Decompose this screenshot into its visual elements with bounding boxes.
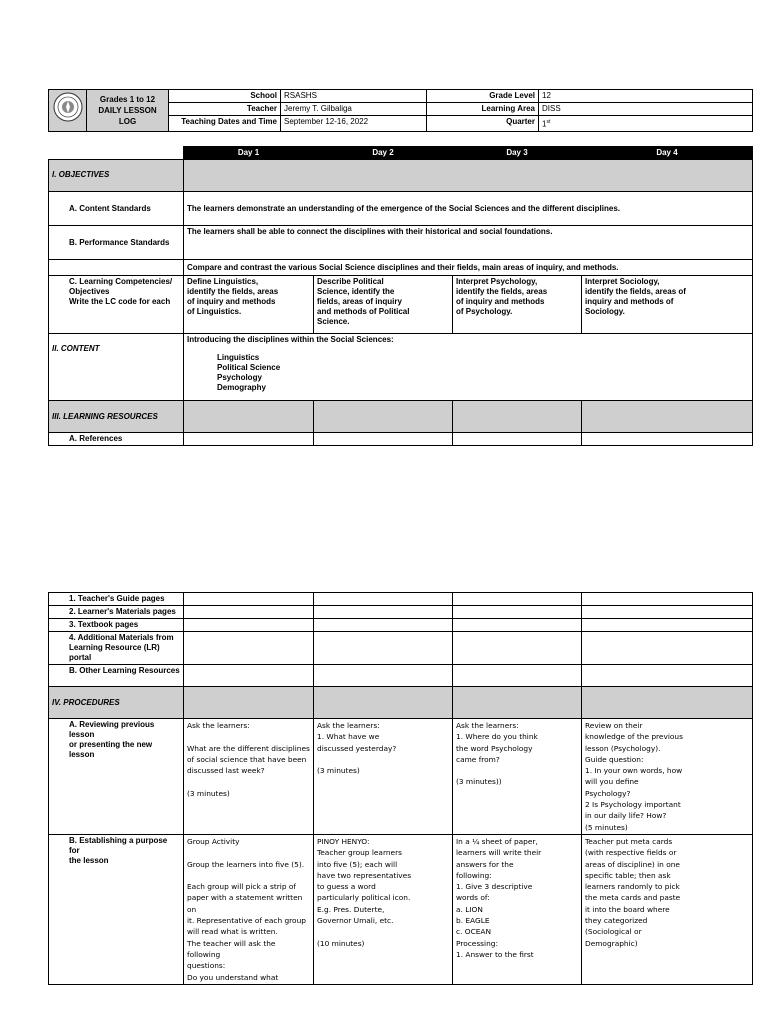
other-resources-label: B. Other Learning Resources [49,665,184,687]
teacher-label: Teacher [169,103,281,116]
references-day-1 [184,433,314,446]
school-value: RSASHS [281,90,427,103]
resources-day-1 [184,401,314,433]
learners-materials-label: 2. Learner's Materials pages [49,606,184,619]
dll-title-line-2: DAILY LESSON [98,105,157,115]
deped-seal-icon [53,92,83,122]
lesson-table-page2 [48,592,753,985]
content-intro: Introducing the disciplines within the Social Sciences: [187,335,394,344]
grade-level-label: Grade Level [427,90,539,103]
lesson-table-page1 [48,146,753,446]
day-2-header: Day 2 [314,147,453,160]
competency-day-4: Interpret Sociology, identify the fields, areas of inquiry and methods of Sociology. [582,276,753,334]
day-4-header: Day 4 [582,147,753,160]
resources-day-3 [453,401,582,433]
objectives-row-fill [184,160,753,192]
purpose-day-3: In a ¼ sheet of paper, learners will write their answers for the following: 1. Give 3 descriptive words of: a. LION b. EAGLE c. OCEAN Processing: 1. Answer to the first [453,834,582,984]
discipline-item: Linguistics [217,353,260,362]
header-table [48,89,753,132]
reviewing-day-1: Ask the learners: What are the different disciplines of social science that have been discussed last week? (3 minutes) [184,719,314,835]
teachers-guide-label: 1. Teacher's Guide pages [49,593,184,606]
discipline-item: Political Science [217,363,281,372]
objectives-heading: I. OBJECTIVES [49,160,184,192]
quarter-label: Quarter [427,116,539,132]
school-label: School [169,90,281,103]
purpose-day-1: Group Activity Group the learners into five (5). Each group will pick a strip of paper with a statement written on it. Representative of each group will read what is written. The teacher will ask the following questions: Do you understand what [184,834,314,984]
discipline-item: Demography [217,383,266,392]
competency-day-1: Define Linguistics, identify the fields, areas of inquiry and methods of Linguistics. [184,276,314,334]
textbook-label: 3. Textbook pages [49,619,184,632]
reviewing-day-4: Review on their knowledge of the previous lesson (Psychology). Guide question: 1. In your own words, how will you define Psychology? 2 Is Psychology important in our daily life? How? (5 minutes) [582,719,753,835]
dll-title-line-1: Grades 1 to 12 [99,94,156,104]
resources-heading: III. LEARNING RESOURCES [49,401,184,433]
dll-title-line-3: LOG [118,116,137,126]
learning-area-value: DISS [539,103,753,116]
content-cell [184,334,753,401]
dll-title [87,90,169,132]
quarter-value [539,116,753,132]
references-day-3 [453,433,582,446]
teacher-value: Jeremy T. Gilbaliga [281,103,427,116]
purpose-day-2: PINOY HENYO: Teacher group learners into five (5); each will have two representatives to guess a word particularly political icon. E.g. Pres. Duterte, Governor Umali, etc. (10 minutes) [314,834,453,984]
dates-label: Teaching Dates and Time [169,116,281,132]
grade-level-value: 12 [539,90,753,103]
reviewing-day-2: Ask the learners: 1. What have we discussed yesterday? (3 minutes) [314,719,453,835]
resources-day-4 [582,401,753,433]
discipline-item: Psychology [217,373,262,382]
day-3-header: Day 3 [453,147,582,160]
deped-seal-cell [49,90,87,132]
dates-value: September 12-16, 2022 [281,116,427,132]
compare-text: Compare and contrast the various Social Science disciplines and their fields, main areas of inquiry, and methods. [184,260,753,276]
quarter-suffix: st [546,119,551,125]
additional-materials-label: 4. Additional Materials from Learning Resource (LR) portal [49,632,184,665]
reviewing-day-3: Ask the learners: 1. Where do you think the word Psychology came from? (3 minutes)) [453,719,582,835]
day-1-header: Day 1 [184,147,314,160]
purpose-label: B. Establishing a purpose for the lesson [49,834,184,984]
reviewing-label: A. Reviewing previous lesson or presenting the new lesson [49,719,184,835]
competency-day-2: Describe Political Science, identify the fields, areas of inquiry and methods of Political Science. [314,276,453,334]
references-day-2 [314,433,453,446]
references-day-4 [582,433,753,446]
purpose-day-4: Teacher put meta cards (with respective fields or areas of discipline) in one specific table; then ask learners randomly to pick the meta cards and paste it into the board where they categorized (Sociological or Demographic) [582,834,753,984]
procedures-heading: IV. PROCEDURES [49,687,184,719]
references-label: A. References [49,433,184,446]
content-heading: II. CONTENT [49,334,184,401]
competency-day-3: Interpret Psychology, identify the fields, areas of inquiry and methods of Psychology. [453,276,582,334]
competencies-label: C. Learning Competencies/ Objectives Write the LC code for each [49,276,184,334]
resources-day-2 [314,401,453,433]
quarter-number: 1 [542,119,547,129]
content-standards-label: A. Content Standards [49,192,184,226]
learning-area-label: Learning Area [427,103,539,116]
performance-standards-label: B. Performance Standards [49,226,184,260]
content-standards-text: The learners demonstrate an understanding of the emergence of the Social Sciences and the different disciplines. [184,192,753,226]
compare-label-empty [49,260,184,276]
performance-standards-text: The learners shall be able to connect the disciplines with their historical and social foundations. [184,226,753,260]
